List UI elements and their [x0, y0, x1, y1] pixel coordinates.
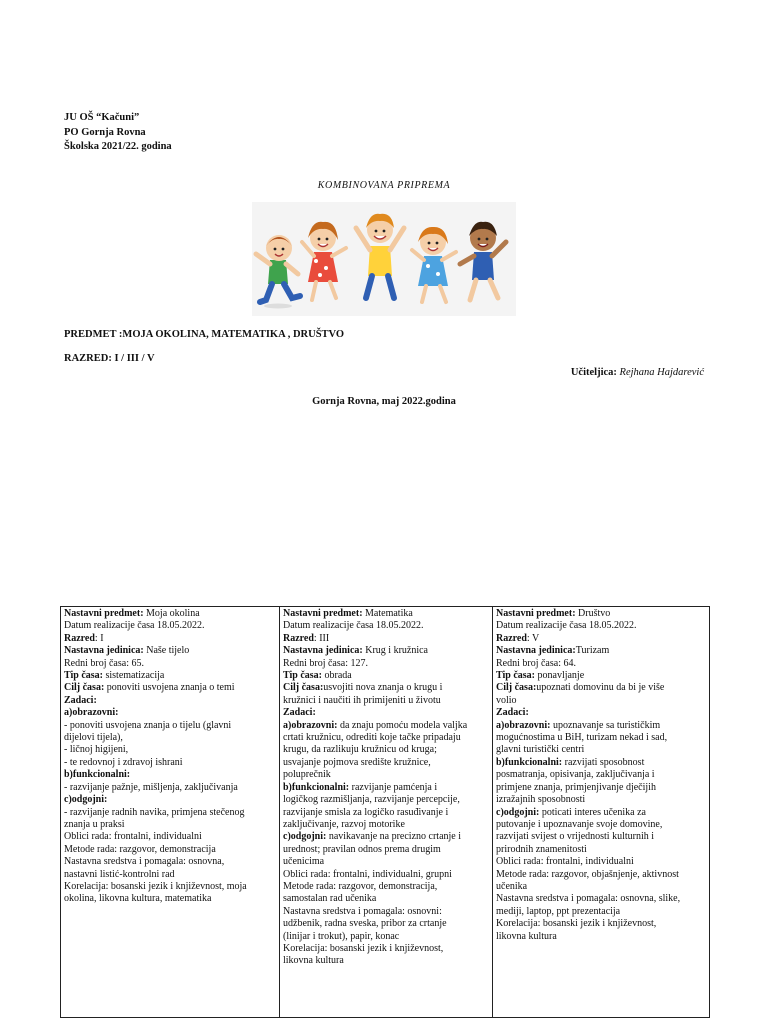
edu-line: a)obrazovni: upoznavanje sa turističkim	[496, 719, 661, 731]
list-item: primjene znanja, primjenjivanje dječijih	[496, 781, 656, 793]
means-line: Nastavna sredstva i pomagala: osnovna,	[64, 856, 225, 868]
date-line: Datum realizacije časa 18.05.2022.	[496, 620, 637, 632]
type-line: Tip časa: ponavljanje	[496, 670, 585, 682]
correlation-line: Korelacija: bosanski jezik i književnost,	[283, 942, 444, 954]
goal-line: Cilj časa:upoznati domovinu da bi je više	[496, 682, 665, 694]
func-label: b)funkcionalni:	[64, 769, 131, 781]
tasks-label: Zadaci:	[283, 707, 316, 719]
teacher-name: Rejhana Hajdarević	[619, 367, 704, 378]
means-line: Nastavna sredstva i pomagala: osnovni:	[283, 905, 442, 917]
teacher-label: Učiteljica:	[570, 367, 617, 378]
school-year: Školska 2021/22. godina	[64, 141, 172, 152]
upb-line: c)odgojni: poticati interes učenika za	[496, 806, 646, 818]
tasks-label: Zadaci:	[64, 694, 97, 706]
means-line: (linijar i trokut), papir, konac	[283, 930, 400, 942]
type-line: Tip časa: sistematizacija	[64, 670, 165, 682]
list-item: izražajnih sposobnosti	[496, 794, 586, 806]
dancing-children-illustration	[252, 202, 516, 316]
list-item: logičkog razmišljanja, razvijanje percepcije,	[283, 794, 460, 806]
list-item: urednost; pravilan odnos prema drugim	[283, 843, 441, 855]
date-line: Datum realizacije časa 18.05.2022.	[64, 620, 205, 632]
goal-line-cont: volio	[496, 694, 517, 706]
grades-heading: RAZRED: I / III / V	[64, 353, 155, 364]
tasks-label: Zadaci:	[496, 707, 529, 719]
lesson-number: Redni broj časa: 65.	[64, 657, 144, 669]
list-item: glavni turistički centri	[496, 744, 585, 756]
methods-line: učenika	[496, 880, 528, 892]
unit-line: Nastavna jedinica: Krug i kružnica	[283, 645, 428, 657]
forms-line: Oblici rada: frontalni, individualni, grupni	[283, 868, 452, 880]
list-item: - te redovnoj i zdravoj ishrani	[64, 756, 183, 768]
func-line: b)funkcionalni: razvijanje pamćenja i	[283, 781, 438, 793]
list-item: prirodnih znamenitosti	[496, 843, 587, 855]
means-line: mediji, laptop, ppt prezentacija	[496, 905, 621, 917]
list-item: razvijanje smisla za logičko rasuđivanje i	[283, 806, 449, 818]
correlation-line: Korelacija: bosanski jezik i književnost, moja	[64, 880, 247, 892]
lesson-number: Redni broj časa: 64.	[496, 657, 576, 669]
list-item: - ponoviti usvojena znanja o tijelu (glavni	[64, 719, 232, 731]
goal-line-cont: kružnici i naučiti ih primijeniti u životu	[283, 694, 441, 706]
grade-line: Razred: I	[64, 632, 104, 644]
school-header	[64, 111, 172, 155]
list-item: - ličnoj higijeni,	[64, 744, 129, 756]
means-line: Nastavna sredstva i pomagala: osnovna, slike,	[496, 893, 681, 905]
list-item: posmatranja, opisivanja, zaključivanja i	[496, 769, 655, 781]
type-line: Tip časa: obrada	[283, 670, 352, 682]
means-line: nastavni listić-kontrolni rad	[64, 868, 175, 880]
list-item: učenicima	[283, 856, 325, 868]
list-item: crtati kružnicu, odrediti koje tačke pripadaju	[283, 732, 461, 744]
methods-line: Metode rada: razgovor, demonstracija	[64, 843, 216, 855]
methods-line: Metode rada: razgovor, demonstracija,	[283, 880, 438, 892]
correlation-line: okolina, likovna kultura, matematika	[64, 893, 212, 905]
document-title: KOMBINOVANA PRIPREMA	[317, 180, 451, 191]
goal-line: Cilj časa:usvojiti nova znanja o krugu i	[283, 682, 443, 694]
methods-line: Metode rada: razgovor, objašnjenje, aktivnost	[496, 868, 679, 880]
list-item: razvijati svijest o vrijednosti kulturnih i	[496, 831, 655, 843]
subject-line: Nastavni predmet: Društvo	[496, 608, 611, 619]
unit-line: Nastavna jedinica: Naše tijelo	[64, 645, 190, 657]
list-item: znanja u praksi	[64, 818, 125, 830]
school-branch: PO Gornja Rovna	[64, 126, 146, 138]
list-item: - razvijanje pažnje, mišljenja, zaključivanja	[64, 781, 238, 793]
correlation-line: Korelacija: bosanski jezik i književnost,	[496, 918, 657, 930]
lesson-plan-table	[60, 606, 710, 1018]
forms-line: Oblici rada: frontalni, individualni	[496, 856, 634, 868]
means-line: udžbenik, radna sveska, pribor za crtanje	[283, 918, 447, 930]
plan-column-moja-okolina	[61, 607, 280, 1018]
place-date: Gornja Rovna, maj 2022.godina	[312, 396, 456, 407]
subjects-heading: PREDMET :MOJA OKOLINA, MATEMATIKA , DRUŠTVO	[64, 329, 345, 340]
upb-label: c)odgojni:	[64, 794, 108, 806]
forms-line: Oblici rada: frontalni, individualni	[64, 831, 202, 843]
correlation-line: likovna kultura	[283, 955, 344, 967]
table-row	[61, 607, 710, 1018]
subject-line: Nastavni predmet: Matematika	[283, 608, 413, 619]
school-name: JU OŠ “Kačuni”	[64, 112, 140, 123]
unit-line: Nastavna jedinica:Turizam	[496, 645, 610, 657]
teacher-line	[571, 367, 704, 378]
list-item: putovanje i upoznavanje svoje domovine,	[496, 818, 663, 830]
list-item: dijelovi tijela),	[64, 732, 123, 744]
func-line: b)funkcionalni: razvijati sposobnost	[496, 756, 645, 768]
goal-line: Cilj časa: ponoviti usvojena znanja o temi	[64, 682, 235, 694]
edu-line: a)obrazovni: da znaju pomoću modela valjka	[283, 719, 468, 731]
upb-line: c)odgojni: navikavanje na precizno crtanje i	[283, 831, 461, 843]
grade-line: Razred: V	[496, 632, 540, 644]
list-item: - razvijanje radnih navika, primjena stečenog	[64, 806, 245, 818]
plan-column-drustvo	[493, 607, 710, 1018]
lesson-number: Redni broj časa: 127.	[283, 657, 368, 669]
list-item: mogućnostima u BiH, turizam nekad i sad,	[496, 732, 668, 744]
grade-line: Razred: III	[283, 632, 330, 644]
edu-label: a)obrazovni:	[64, 707, 119, 719]
plan-column-matematika	[280, 607, 493, 1018]
correlation-line: likovna kultura	[496, 930, 557, 942]
list-item: zaključivanje, razvoj motorike	[283, 818, 405, 830]
methods-line: samostalan rad učenika	[283, 893, 377, 905]
list-item: krugu, da razlikuju kružnicu od kruga;	[283, 744, 437, 756]
subject-line: Nastavni predmet: Moja okolina	[64, 608, 200, 619]
date-line: Datum realizacije časa 18.05.2022.	[283, 620, 424, 632]
list-item: poluprečnik	[283, 769, 331, 781]
list-item: usvajanje pojmova središte kružnice,	[283, 756, 431, 768]
